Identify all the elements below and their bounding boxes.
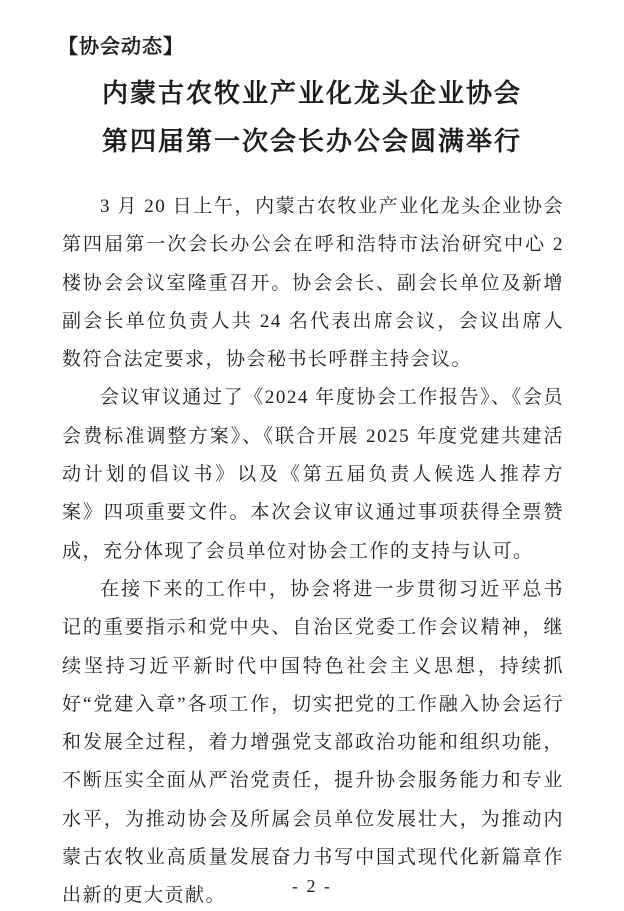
title-line-1: 内蒙古农牧业产业化龙头企业协会 [101,78,522,108]
document-title [0,80,624,154]
page-number: - 2 - [292,876,332,896]
section-tag: 【协会动态】 [58,36,184,58]
paragraph-2: 会议审议通过了《2024 年度协会工作报告》、《会员会费标准调整方案》、《联合开展 2025 年度党建共建活动计划的倡议书》以及《第五届负责人候选人推荐方案》四项重要文件。本次会议审议通过事项获得全票赞成，充分体现了会员单位对协会工作的支持与认可。 [62,387,564,562]
title-line-2: 第四届第一次会长办公会圆满举行 [101,126,522,156]
document-body [62,188,564,911]
paragraph-1: 3 月 20 日上午，内蒙古农牧业产业化龙头企业协会第四届第一次会长办公会在呼和浩特市法治研究中心 2 楼协会会议室隆重召开。协会会长、副会长单位及新增副会长单位负责人共 24 名代表出席会议，会议出席人数符合法定要求，协会秘书长呼群主持会议。 [62,196,564,371]
paragraph-3: 在接下来的工作中，协会将进一步贯彻习近平总书记的重要指示和党中央、自治区党委工作会议精神，继续坚持习近平新时代中国特色社会主义思想，持续抓好“党建入章”各项工作，切实把党的工作融入协会运行和发展全过程，着力增强党支部政治功能和组织功能，不断压实全面从严治党责任，提升协会服务能力和专业水平，为推动协会及所属会员单位发展壮大，为推动内蒙古农牧业高质量发展奋力书写中国式现代化新篇章作出新的更大贡献。 [62,578,564,907]
